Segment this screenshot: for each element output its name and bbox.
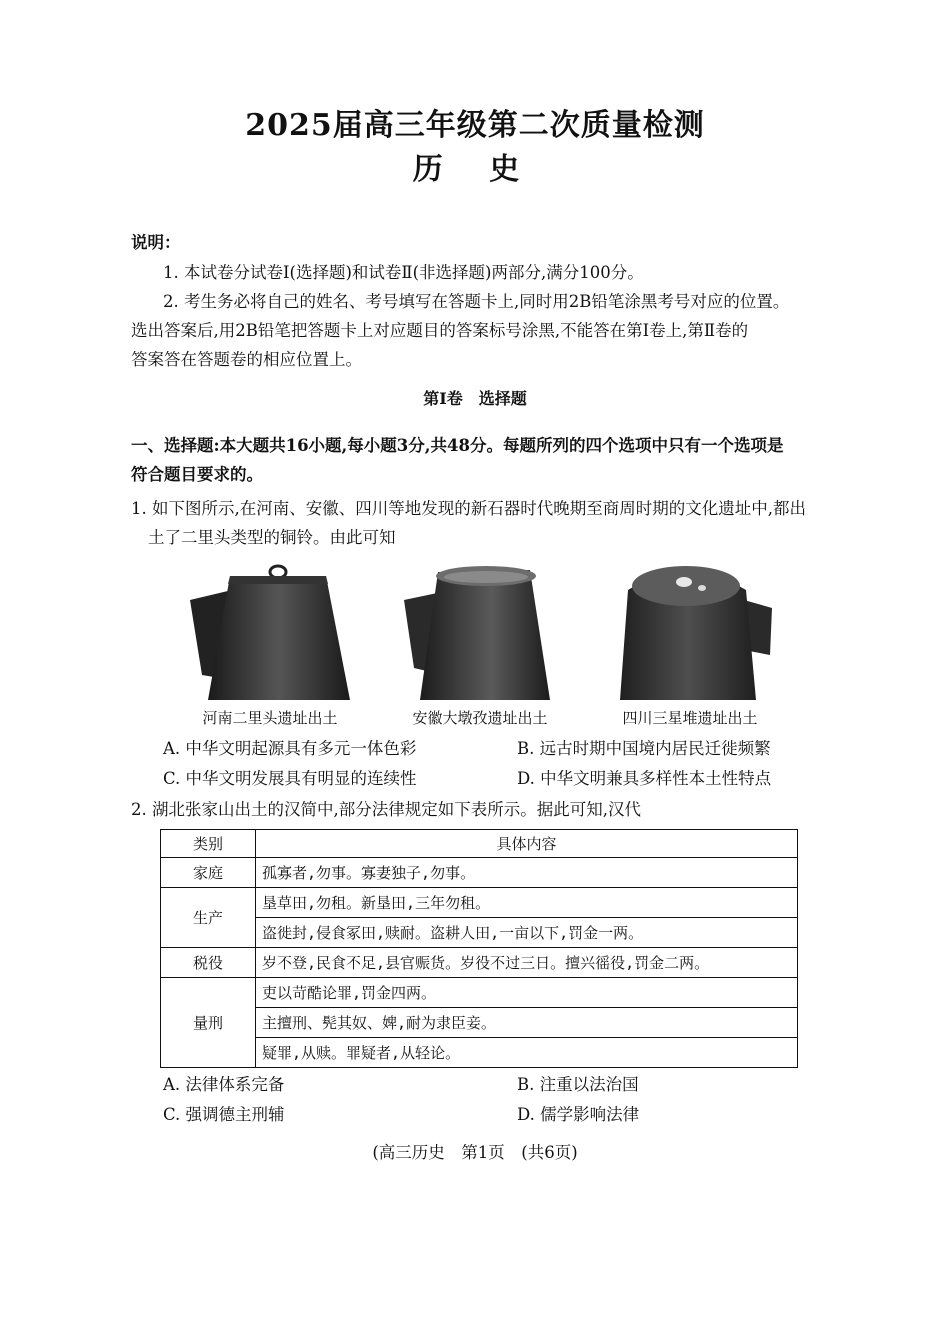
q2-option-d[interactable]: D. 儒学影响法律 <box>517 1105 640 1124</box>
penalty-content-3: 疑罪,从赎。罪疑者,从轻论。 <box>256 1038 798 1068</box>
bell-photo-henan <box>180 560 360 705</box>
table-row <box>161 978 798 1008</box>
section-heading-line-1: 一、选择题:本大题共16小题,每小题3分,共48分。每题所列的四个选项中只有一个选项是 <box>131 436 784 455</box>
category-tax: 税役 <box>161 948 256 978</box>
family-content: 孤寡者,勿事。寡妻独子,勿事。 <box>256 858 798 888</box>
q2-stem: 2. 湖北张家山出土的汉简中,部分法律规定如下表所示。据此可知,汉代 <box>131 800 641 819</box>
law-table <box>160 829 798 1068</box>
instructions-label: 说明： <box>131 233 181 252</box>
section-title: 第Ⅰ卷 选择题 <box>423 389 527 408</box>
table-row <box>161 1008 798 1038</box>
q1-option-c[interactable]: C. 中华文明发展具有明显的连续性 <box>163 769 417 788</box>
category-production: 生产 <box>161 888 256 948</box>
tax-content: 岁不登,民食不足,县官赈货。岁役不过三日。擅兴徭役,罚金二两。 <box>256 948 798 978</box>
instruction-item-2-line-2: 选出答案后,用2B铅笔把答题卡上对应题目的答案标号涂黑,不能答在第Ⅰ卷上,第Ⅱ卷的 <box>131 321 749 340</box>
table-header-row <box>161 830 798 858</box>
page-footer: (高三历史 第1页 (共6页) <box>372 1143 578 1162</box>
category-family: 家庭 <box>161 858 256 888</box>
header-content: 具体内容 <box>256 830 798 858</box>
q1-option-d[interactable]: D. 中华文明兼具多样性本土性特点 <box>517 769 772 788</box>
bell-photo-sichuan <box>610 560 780 705</box>
table-row <box>161 918 798 948</box>
instruction-item-1: 1. 本试卷分试卷Ⅰ(选择题)和试卷Ⅱ(非选择题)两部分,满分100分。 <box>163 263 644 282</box>
caption-sichuan: 四川三星堆遗址出土 <box>622 709 758 727</box>
section-heading-line-2: 符合题目要求的。 <box>131 465 263 484</box>
table-row <box>161 888 798 918</box>
penalty-content-2: 主擅刑、髡其奴、婢,耐为隶臣妾。 <box>256 1008 798 1038</box>
subject-title: 历 史 <box>412 152 538 187</box>
q2-option-a[interactable]: A. 法律体系完备 <box>163 1075 285 1094</box>
table-row <box>161 1038 798 1068</box>
q1-option-a[interactable]: A. 中华文明起源具有多元一体色彩 <box>163 739 417 758</box>
caption-henan: 河南二里头遗址出土 <box>202 709 338 727</box>
q1-stem-line-1: 1. 如下图所示,在河南、安徽、四川等地发现的新石器时代晚期至商周时期的文化遗址中,都出 <box>131 499 806 518</box>
q2-option-b[interactable]: B. 注重以法治国 <box>517 1075 639 1094</box>
table-row <box>161 948 798 978</box>
q1-stem-line-2: 土了二里头类型的铜铃。由此可知 <box>148 528 396 547</box>
header-category: 类别 <box>161 830 256 858</box>
exam-title: 2025届高三年级第二次质量检测 <box>245 108 705 143</box>
instruction-item-2-line-3: 答案答在答题卷的相应位置上。 <box>131 350 362 369</box>
caption-anhui: 安徽大墩孜遗址出土 <box>412 709 548 727</box>
production-content-2: 盗徙封,侵食冢田,赎耐。盗耕人田,一亩以下,罚金一两。 <box>256 918 798 948</box>
table-row <box>161 858 798 888</box>
production-content-1: 垦草田,勿租。新垦田,三年勿租。 <box>256 888 798 918</box>
instruction-item-2-line-1: 2. 考生务必将自己的姓名、考号填写在答题卡上,同时用2B铅笔涂黑考号对应的位置。 <box>163 292 790 311</box>
q2-option-c[interactable]: C. 强调德主刑辅 <box>163 1105 285 1124</box>
bell-photo-anhui <box>400 560 570 705</box>
q1-option-b[interactable]: B. 远古时期中国境内居民迁徙频繁 <box>517 739 771 758</box>
category-penalty: 量刑 <box>161 978 256 1068</box>
penalty-content-1: 吏以苛酷论罪,罚金四两。 <box>256 978 798 1008</box>
